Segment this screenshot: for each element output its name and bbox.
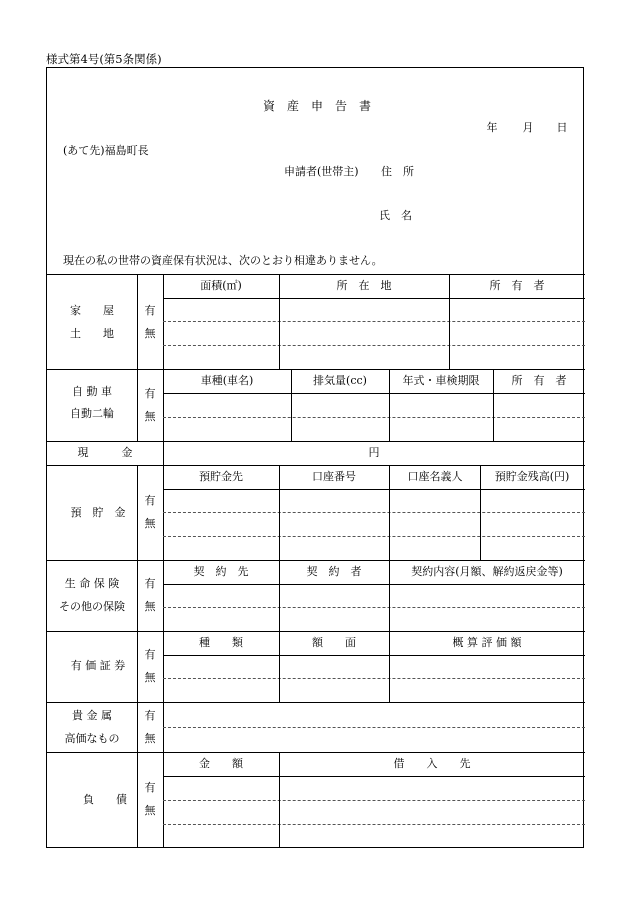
vehicle-col-inspection: 年式・車検期限 [402,374,480,387]
date-month-label: 月 [522,121,534,134]
declaration-text: 現在の私の世帯の資産保有状況は、次のとおり相違ありません。 [63,254,383,267]
form-title: 資 産 申 告 書 [262,99,372,113]
date-year-label: 年 [486,121,498,134]
debt-presence-no[interactable]: 無 [144,804,156,817]
asset-declaration-form [46,67,584,848]
vehicle-presence-no[interactable]: 無 [144,410,156,423]
date-day-label: 日 [556,121,568,134]
valuables-label: 高価なもの [64,732,120,745]
savings-col-bank: 預貯金先 [199,470,243,483]
insurance-presence-yes[interactable]: 有 [144,577,156,590]
cash-unit: 円 [368,446,380,459]
other-insurance-label: その他の保険 [59,600,125,613]
motorcycle-label: 自動二輪 [70,407,114,420]
applicant-label: 申請者(世帯主) [284,165,359,178]
savings-col-account-number: 口座番号 [312,470,356,483]
savings-label: 預 貯 金 [70,506,126,519]
valuables-presence-yes[interactable]: 有 [144,709,156,722]
house-col-owner: 所 有 者 [489,279,545,292]
debt-col-amount: 金 額 [199,757,243,770]
life-insurance-label: 生 命 保 険 [64,577,120,590]
securities-presence-no[interactable]: 無 [144,671,156,684]
land-label: 土 地 [70,327,114,340]
securities-col-valuation: 概 算 評 価 額 [452,636,522,649]
securities-col-face-value: 額 面 [312,636,356,649]
debt-col-lender: 借 入 先 [393,757,471,770]
securities-presence-yes[interactable]: 有 [144,648,156,661]
house-presence-yes[interactable]: 有 [144,304,156,317]
name-label: 氏 名 [379,209,412,222]
house-label: 家 屋 [70,304,114,317]
insurance-col-insurer: 契 約 先 [193,565,249,578]
savings-col-account-holder: 口座名義人 [407,470,463,483]
savings-col-balance: 預貯金残高(円) [494,470,570,483]
valuables-presence-no[interactable]: 無 [144,732,156,745]
vehicle-col-model: 車種(車名) [200,374,254,387]
house-col-location: 所 在 地 [336,279,392,292]
vehicle-col-displacement: 排気量(cc) [313,374,367,387]
precious-metals-label: 貴 金 属 [72,709,112,722]
securities-col-type: 種 類 [199,636,243,649]
house-presence-no[interactable]: 無 [144,327,156,340]
debt-label: 負 債 [83,793,127,806]
securities-label: 有 価 証 券 [70,659,126,672]
vehicle-col-owner: 所 有 者 [511,374,567,387]
insurance-col-policyholder: 契 約 者 [306,565,362,578]
house-col-area: 面積(㎡) [200,279,242,292]
car-label: 自 動 車 [72,385,112,398]
vehicle-presence-yes[interactable]: 有 [144,387,156,400]
savings-presence-no[interactable]: 無 [144,517,156,530]
debt-presence-yes[interactable]: 有 [144,781,156,794]
insurance-presence-no[interactable]: 無 [144,600,156,613]
cash-label: 現 金 [77,446,133,459]
insurance-col-details: 契約内容(月額、解約返戻金等) [411,565,563,578]
addressee: (あて先)福島町長 [63,144,149,157]
savings-presence-yes[interactable]: 有 [144,494,156,507]
form-number: 様式第4号(第5条関係) [46,52,162,66]
address-label: 住 所 [381,165,414,178]
